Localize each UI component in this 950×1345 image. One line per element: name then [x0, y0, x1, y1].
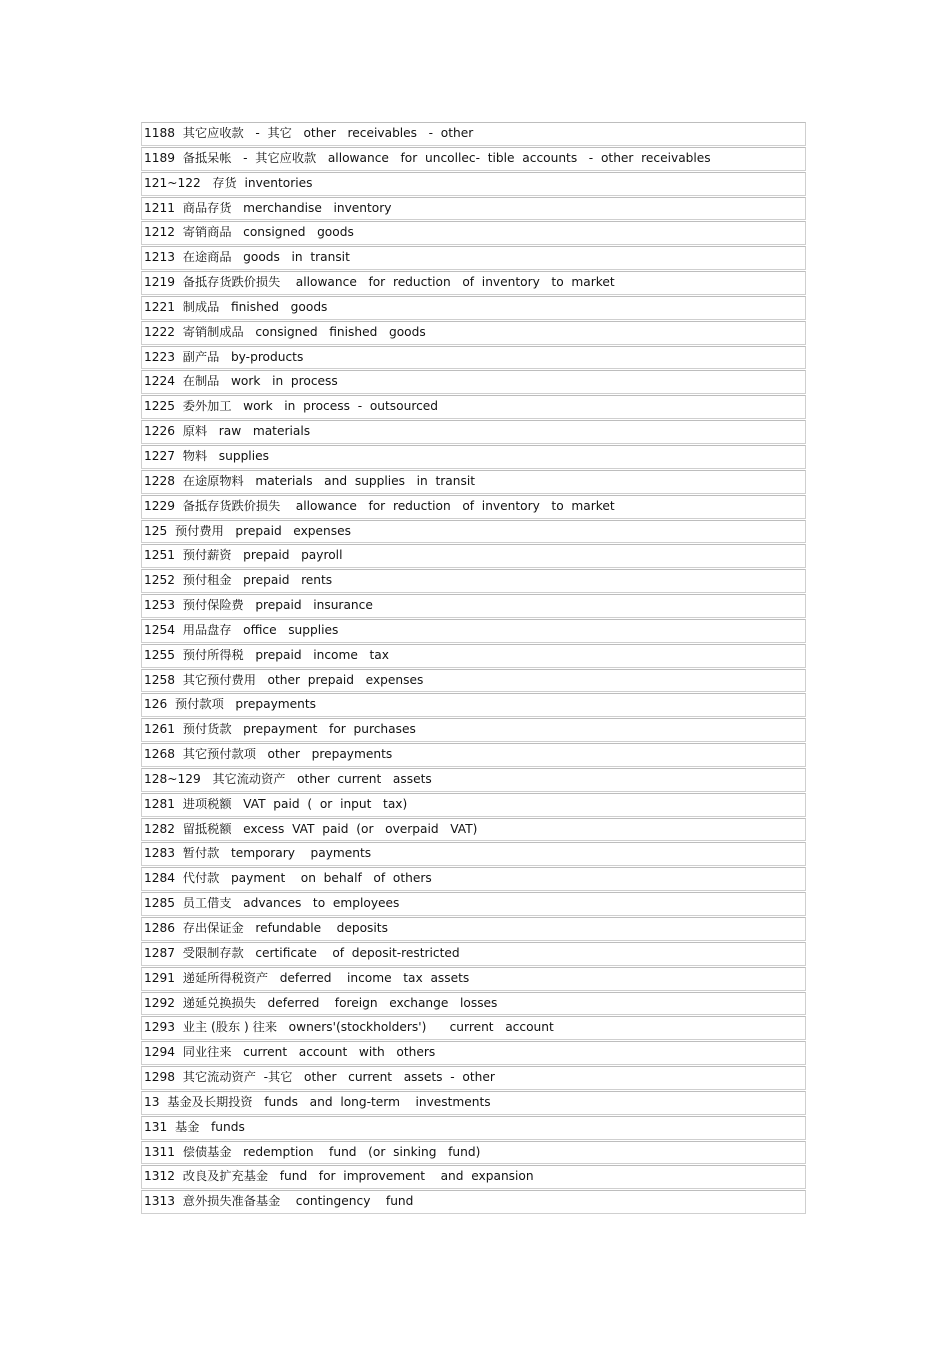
table-row [141, 221, 806, 245]
row-text: 1255 预付所得税 prepaid income tax [144, 647, 389, 662]
table-row [141, 793, 806, 817]
table-row [141, 867, 806, 891]
row-text: 1253 预付保险费 prepaid insurance [144, 598, 373, 613]
row-text: 1283 暂付款 temporary payments [144, 846, 372, 861]
row-text: 1224 在制品 work in process [144, 374, 338, 389]
row-text: 1282 留抵税额 excess VAT paid (or overpaid VAT) [144, 821, 478, 836]
table-row [141, 122, 806, 146]
table-row [141, 321, 806, 345]
table-row [141, 445, 806, 469]
row-text: 1285 员工借支 advances to employees [144, 896, 400, 911]
table-row [141, 1190, 806, 1214]
table-row [141, 1041, 806, 1065]
table-row [141, 594, 806, 618]
row-text: 1284 代付款 payment on behalf of others [144, 871, 432, 886]
row-text: 1223 副产品 by-products [144, 349, 304, 364]
table-row [141, 1016, 806, 1040]
table-row [141, 395, 806, 419]
row-text: 1258 其它预付费用 other prepaid expenses [144, 672, 424, 687]
row-text: 1222 寄销制成品 consigned finished goods [144, 324, 426, 339]
row-text: 1219 备抵存货跌价损失 allowance for reduction of inventory to market [144, 275, 615, 290]
table-row [141, 842, 806, 866]
table-row [141, 818, 806, 842]
table-row [141, 197, 806, 221]
table-row [141, 147, 806, 171]
row-text: 1251 预付薪资 prepaid payroll [144, 548, 343, 563]
table-row [141, 917, 806, 941]
row-text: 1212 寄销商品 consigned goods [144, 225, 354, 240]
row-text: 1281 进项税额 VAT paid ( or input tax) [144, 796, 408, 811]
table-row [141, 346, 806, 370]
row-text: 1286 存出保证金 refundable deposits [144, 921, 388, 935]
row-text: 1311 偿债基金 redemption fund (or sinking fund) [144, 1144, 481, 1159]
row-text: 1225 委外加工 work in process - outsourced [144, 399, 439, 414]
row-text: 1293 业主 (股东 ) 往来 owners'(stockholders') current account [144, 1020, 554, 1035]
row-text: 1261 预付货款 prepayment for purchases [144, 722, 416, 737]
row-text: 121~122 存货 inventories [144, 175, 313, 190]
row-text: 126 预付款项 prepayments [144, 697, 316, 712]
table-row [141, 693, 806, 717]
table-row [141, 644, 806, 668]
row-text: 1228 在途原物料 materials and supplies in transit [144, 473, 475, 488]
table-row [141, 768, 806, 792]
row-text: 125 预付费用 prepaid expenses [144, 523, 351, 538]
table-row [141, 520, 806, 544]
row-text: 128~129 其它流动资产 other current assets [144, 771, 432, 786]
row-text: 1312 改良及扩充基金 fund for improvement and expansion [144, 1169, 534, 1184]
table-row [141, 470, 806, 494]
table-row [141, 420, 806, 444]
row-text: 1252 预付租金 prepaid rents [144, 573, 333, 588]
row-text: 1291 递延所得税资产 deferred income tax assets [144, 970, 470, 985]
row-text: 1294 同业往来 current account with others [144, 1045, 436, 1060]
table-row [141, 892, 806, 916]
table-row [141, 992, 806, 1016]
table-row [141, 967, 806, 991]
table-row [141, 669, 806, 693]
row-text: 1298 其它流动资产 -其它 other current assets - other [144, 1070, 495, 1085]
table-row [141, 718, 806, 742]
table-row [141, 246, 806, 270]
row-text: 1268 其它预付款项 other prepayments [144, 747, 393, 762]
table-row [141, 1116, 806, 1140]
row-text: 1229 备抵存货跌价损失 allowance for reduction of inventory to market [144, 498, 615, 513]
row-text: 1254 用品盘存 office supplies [144, 622, 339, 637]
table-row [141, 544, 806, 568]
row-text: 1292 递延兑换损失 deferred foreign exchange losses [144, 995, 498, 1010]
table-row [141, 1066, 806, 1090]
row-text: 1189 备抵呆帐 - 其它应收款 allowance for uncollec- tible accounts - other receivables [144, 150, 711, 165]
row-text: 13 基金及长期投资 funds and long-term investments [144, 1094, 491, 1109]
table-row [141, 296, 806, 320]
row-text: 1313 意外损失准备基金 contingency fund [144, 1194, 414, 1209]
table-row [141, 743, 806, 767]
row-text: 1226 原料 raw materials [144, 424, 311, 439]
table-row [141, 1165, 806, 1189]
table-row [141, 569, 806, 593]
table-row [141, 1091, 806, 1115]
row-text: 1213 在途商品 goods in transit [144, 250, 350, 265]
account-code-table [141, 122, 806, 1215]
row-text: 1188 其它应收款 - 其它 other receivables - other [144, 126, 474, 140]
table-row [141, 495, 806, 519]
row-text: 131 基金 funds [144, 1119, 245, 1134]
table-row [141, 619, 806, 643]
table-row [141, 271, 806, 295]
table-row [141, 172, 806, 196]
row-text: 1221 制成品 finished goods [144, 299, 328, 314]
table-row [141, 942, 806, 966]
row-text: 1287 受限制存款 certificate of deposit-restricted [144, 945, 460, 960]
table-row [141, 370, 806, 394]
row-text: 1211 商品存货 merchandise inventory [144, 200, 392, 215]
row-text: 1227 物料 supplies [144, 448, 269, 463]
table-row [141, 1141, 806, 1165]
